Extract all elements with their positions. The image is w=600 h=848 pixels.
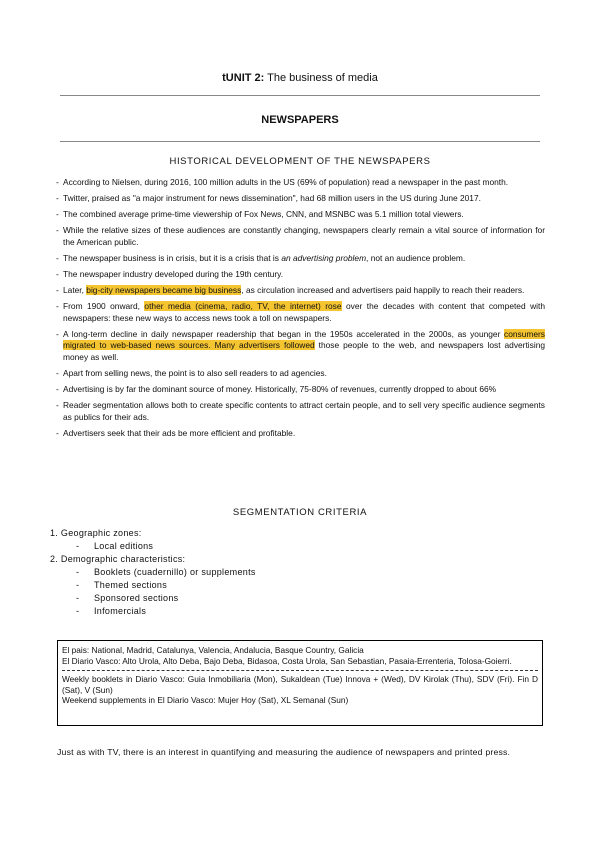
segmentation-item (50, 579, 256, 592)
unit-name: The business of media (267, 72, 378, 84)
bullet-text: , as circulation increased and advertisers paid happily to reach their readers. (241, 285, 525, 296)
bullet-text: Twitter, praised as "a major instrument for news dissemination", had 68 million users in the US during June 2017. (63, 193, 481, 204)
bullet-item (57, 384, 545, 396)
bullet-item (57, 400, 545, 423)
unit-title (0, 72, 600, 84)
bullet-text: over the decades with content that competed with newspapers: these new ways to access news took a toll on newspapers. (63, 301, 545, 323)
bullet-item (57, 193, 545, 205)
bullet-text: those people to the web, and newspapers lost advertising money as well. (63, 340, 546, 362)
divider-top (60, 95, 540, 96)
segmentation-item-text: Booklets (cuadernillo) or supplements (94, 567, 256, 577)
bullet-item (57, 269, 545, 281)
item-dash: - (76, 606, 80, 616)
highlighted-text: big-city newspapers became big business (86, 285, 242, 296)
bullet-text: , not an audience problem. (366, 252, 466, 263)
examples-box (57, 640, 543, 726)
bullet-dash: - (56, 427, 59, 438)
unit-label: tUNIT 2: (222, 72, 265, 84)
item-dash: - (76, 567, 80, 577)
segmentation-item (50, 566, 256, 579)
bullet-text: Advertising is by far the dominant source of money. Historically, 75-80% of revenues, currently dropped to about 66% (63, 383, 497, 394)
segmentation-group-label: 2. Demographic characteristics: (50, 554, 186, 564)
bullet-text: A long-term decline in daily newspaper readership that began in the 1950s accelerated in the 2000s, as younger (63, 328, 505, 339)
bullet-text: From 1900 onward, (63, 301, 145, 312)
segmentation-group-label: 1. Geographic zones: (50, 528, 142, 538)
item-dash: - (76, 580, 80, 590)
bullet-item (57, 301, 545, 324)
bullet-item (57, 225, 545, 248)
bullet-item (57, 368, 545, 380)
box-line: El Diario Vasco: Alto Urola, Alto Deba, Bajo Deba, Bidasoa, Costa Urola, San Sebastian, Pasaia-Errenteria, Tolosa-Goierri. (62, 655, 512, 666)
section-title: NEWSPAPERS (261, 114, 339, 126)
bullet-dash: - (56, 252, 59, 263)
bullet-text: Apart from selling news, the point is to also sell readers to ad agencies. (63, 367, 327, 378)
segmentation-list (50, 527, 256, 618)
bullet-item (57, 209, 545, 221)
highlighted-text: consumers migrated to web-based news sources. Many advertisers followed (63, 328, 545, 351)
bullet-text: Advertisers seek that their ads be more efficient and profitable. (63, 427, 296, 438)
italic-text: an advertising problem (281, 252, 367, 263)
bullet-text: Later, (63, 285, 87, 296)
box-line: El pais: National, Madrid, Catalunya, Valencia, Andalucia, Basque Country, Galicia (62, 645, 364, 655)
segmentation-item (50, 540, 256, 553)
bullet-dash: - (56, 328, 59, 339)
bullet-text: The combined average prime-time viewership of Fox News, CNN, and MSNBC was 5.1 million total viewers. (63, 209, 464, 220)
bullet-dash: - (56, 367, 59, 378)
segmentation-item (50, 592, 256, 605)
bullet-dash: - (56, 225, 59, 236)
box-line: Weekly booklets in Diario Vasco: Guia Inmobiliaria (Mon), Sukaldean (Tue) Innova + (Wed), DV Kirolak (Thu), SDV (Fri). Fin D (Sat), V (Sun) (62, 674, 538, 695)
historical-title: HISTORICAL DEVELOPMENT OF THE NEWSPAPERS (169, 156, 431, 167)
historical-bullet-list (57, 177, 545, 444)
bullet-text: The newspaper business is in crisis, but it is a crisis that is (63, 252, 282, 263)
bullet-item (57, 428, 545, 440)
bullet-dash: - (56, 177, 59, 187)
bullet-item (57, 329, 545, 364)
bullet-dash: - (56, 285, 59, 296)
bullet-dash: - (56, 209, 59, 220)
bullet-dash: - (56, 268, 59, 279)
highlighted-text: other media (cinema, radio, TV, the internet) rose (144, 301, 342, 312)
box-line: Weekend supplements in El Diario Vasco: Mujer Hoy (Sat), XL Semanal (Sun) (62, 695, 349, 706)
bullet-dash: - (56, 301, 59, 312)
segmentation-item-text: Infomercials (94, 606, 147, 616)
bullet-dash: - (56, 400, 59, 411)
bullet-text: Reader segmentation allows both to create specific contents to attract certain people, and to sell very specific audience segments as publics for their ads. (63, 400, 545, 422)
divider-section (60, 141, 540, 142)
segmentation-title: SEGMENTATION CRITERIA (232, 507, 368, 518)
segmentation-item-text: Local editions (94, 541, 154, 551)
bullet-item (57, 285, 545, 297)
segmentation-item (50, 605, 256, 618)
item-dash: - (76, 593, 80, 603)
bullet-item (57, 253, 545, 265)
bullet-dash: - (56, 383, 59, 394)
bullet-dash: - (56, 193, 59, 204)
box-dashed-separator (62, 670, 538, 671)
bullet-text: While the relative sizes of these audiences are constantly changing, newspapers clearly remain a vital source of information for the American public. (63, 225, 545, 247)
item-dash: - (76, 541, 80, 551)
bullet-text: The newspaper industry developed during the 19th century. (63, 268, 284, 279)
segmentation-item-text: Themed sections (94, 580, 168, 590)
bullet-text: According to Nielsen, during 2016, 100 million adults in the US (69% of population) read a newspaper in the past month. (63, 177, 509, 187)
segmentation-item-text: Sponsored sections (94, 593, 179, 603)
bullet-item (57, 177, 545, 189)
closing-paragraph: Just as with TV, there is an interest in quantifying and measuring the audience of newspapers and printed press. (57, 747, 511, 757)
